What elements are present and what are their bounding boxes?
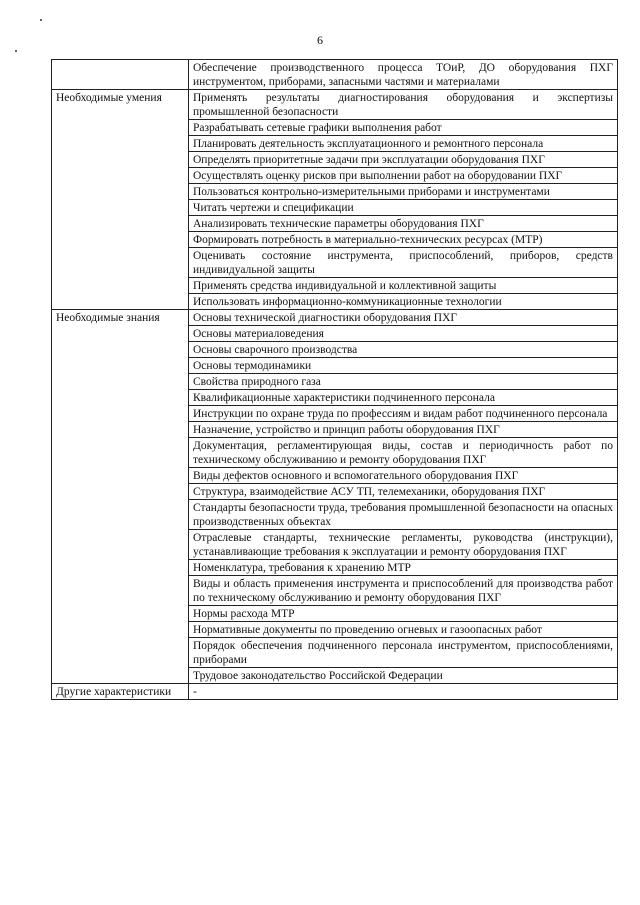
row-item: Основы сварочного производства [189,342,618,358]
row-item: Определять приоритетные задачи при эксплуатации оборудования ПХГ [189,152,618,168]
table-body [52,60,618,700]
row-item: Инструкции по охране труда по профессиям и видам работ подчиненного персонала [189,406,618,422]
row-item: Основы материаловедения [189,326,618,342]
row-label: Необходимые знания [52,310,189,684]
qualification-table [51,59,618,700]
row-item: Свойства природного газа [189,374,618,390]
row-item: Стандарты безопасности труда, требования промышленной безопасности на опасных производственных объектах [189,500,618,530]
row-item: Основы технической диагностики оборудования ПХГ [189,310,618,326]
row-item: Трудовое законодательство Российской Федерации [189,668,618,684]
row-item: Назначение, устройство и принцип работы оборудования ПХГ [189,422,618,438]
row-label [52,60,189,90]
row-item: Нормативные документы по проведению огневых и газоопасных работ [189,622,618,638]
scan-speck [15,50,17,52]
scan-speck [40,19,42,21]
row-item: Структура, взаимодействие АСУ ТП, телемеханики, оборудования ПХГ [189,484,618,500]
row-item: Номенклатура, требования к хранению МТР [189,560,618,576]
row-item: Документация, регламентирующая виды, состав и периодичность работ по техническому обслуживанию и ремонту оборудования ПХГ [189,438,618,468]
row-item: Порядок обеспечения подчиненного персонала инструментом, приспособлениями, приборами [189,638,618,668]
table-row [52,90,618,120]
row-item: Применять средства индивидуальной и коллективной защиты [189,278,618,294]
row-item: Применять результаты диагностирования оборудования и экспертизы промышленной безопасности [189,90,618,120]
row-item: Виды и область применения инструмента и приспособлений для производства работ по техническому обслуживанию и ремонту оборудования ПХГ [189,576,618,606]
row-item: Квалификационные характеристики подчиненного персонала [189,390,618,406]
table-row [52,310,618,326]
table-row [52,60,618,90]
row-item: Оценивать состояние инструмента, приспособлений, приборов, средств индивидуальной защиты [189,248,618,278]
page-number: 6 [317,33,323,47]
row-item: Разрабатывать сетевые графики выполнения работ [189,120,618,136]
row-item: Планировать деятельность эксплуатационного и ремонтного персонала [189,136,618,152]
row-item: Читать чертежи и спецификации [189,200,618,216]
row-item: Осуществлять оценку рисков при выполнении работ на оборудовании ПХГ [189,168,618,184]
row-item: - [189,684,618,700]
row-label: Необходимые умения [52,90,189,310]
row-item: Отраслевые стандарты, технические регламенты, руководства (инструкции), устанавливающие требования к эксплуатации и ремонту оборудования ПХГ [189,530,618,560]
row-item: Пользоваться контрольно-измерительными приборами и инструментами [189,184,618,200]
row-item: Использовать информационно-коммуникационные технологии [189,294,618,310]
row-item: Формировать потребность в материально-технических ресурсах (МТР) [189,232,618,248]
row-label: Другие характеристики [52,684,189,700]
row-item: Обеспечение производственного процесса ТОиР, ДО оборудования ПХГ инструментом, приборами, запасными частями и материалами [189,60,618,90]
row-item: Нормы расхода МТР [189,606,618,622]
row-item: Анализировать технические параметры оборудования ПХГ [189,216,618,232]
table-row [52,684,618,700]
row-item: Виды дефектов основного и вспомогательного оборудования ПХГ [189,468,618,484]
row-item: Основы термодинамики [189,358,618,374]
